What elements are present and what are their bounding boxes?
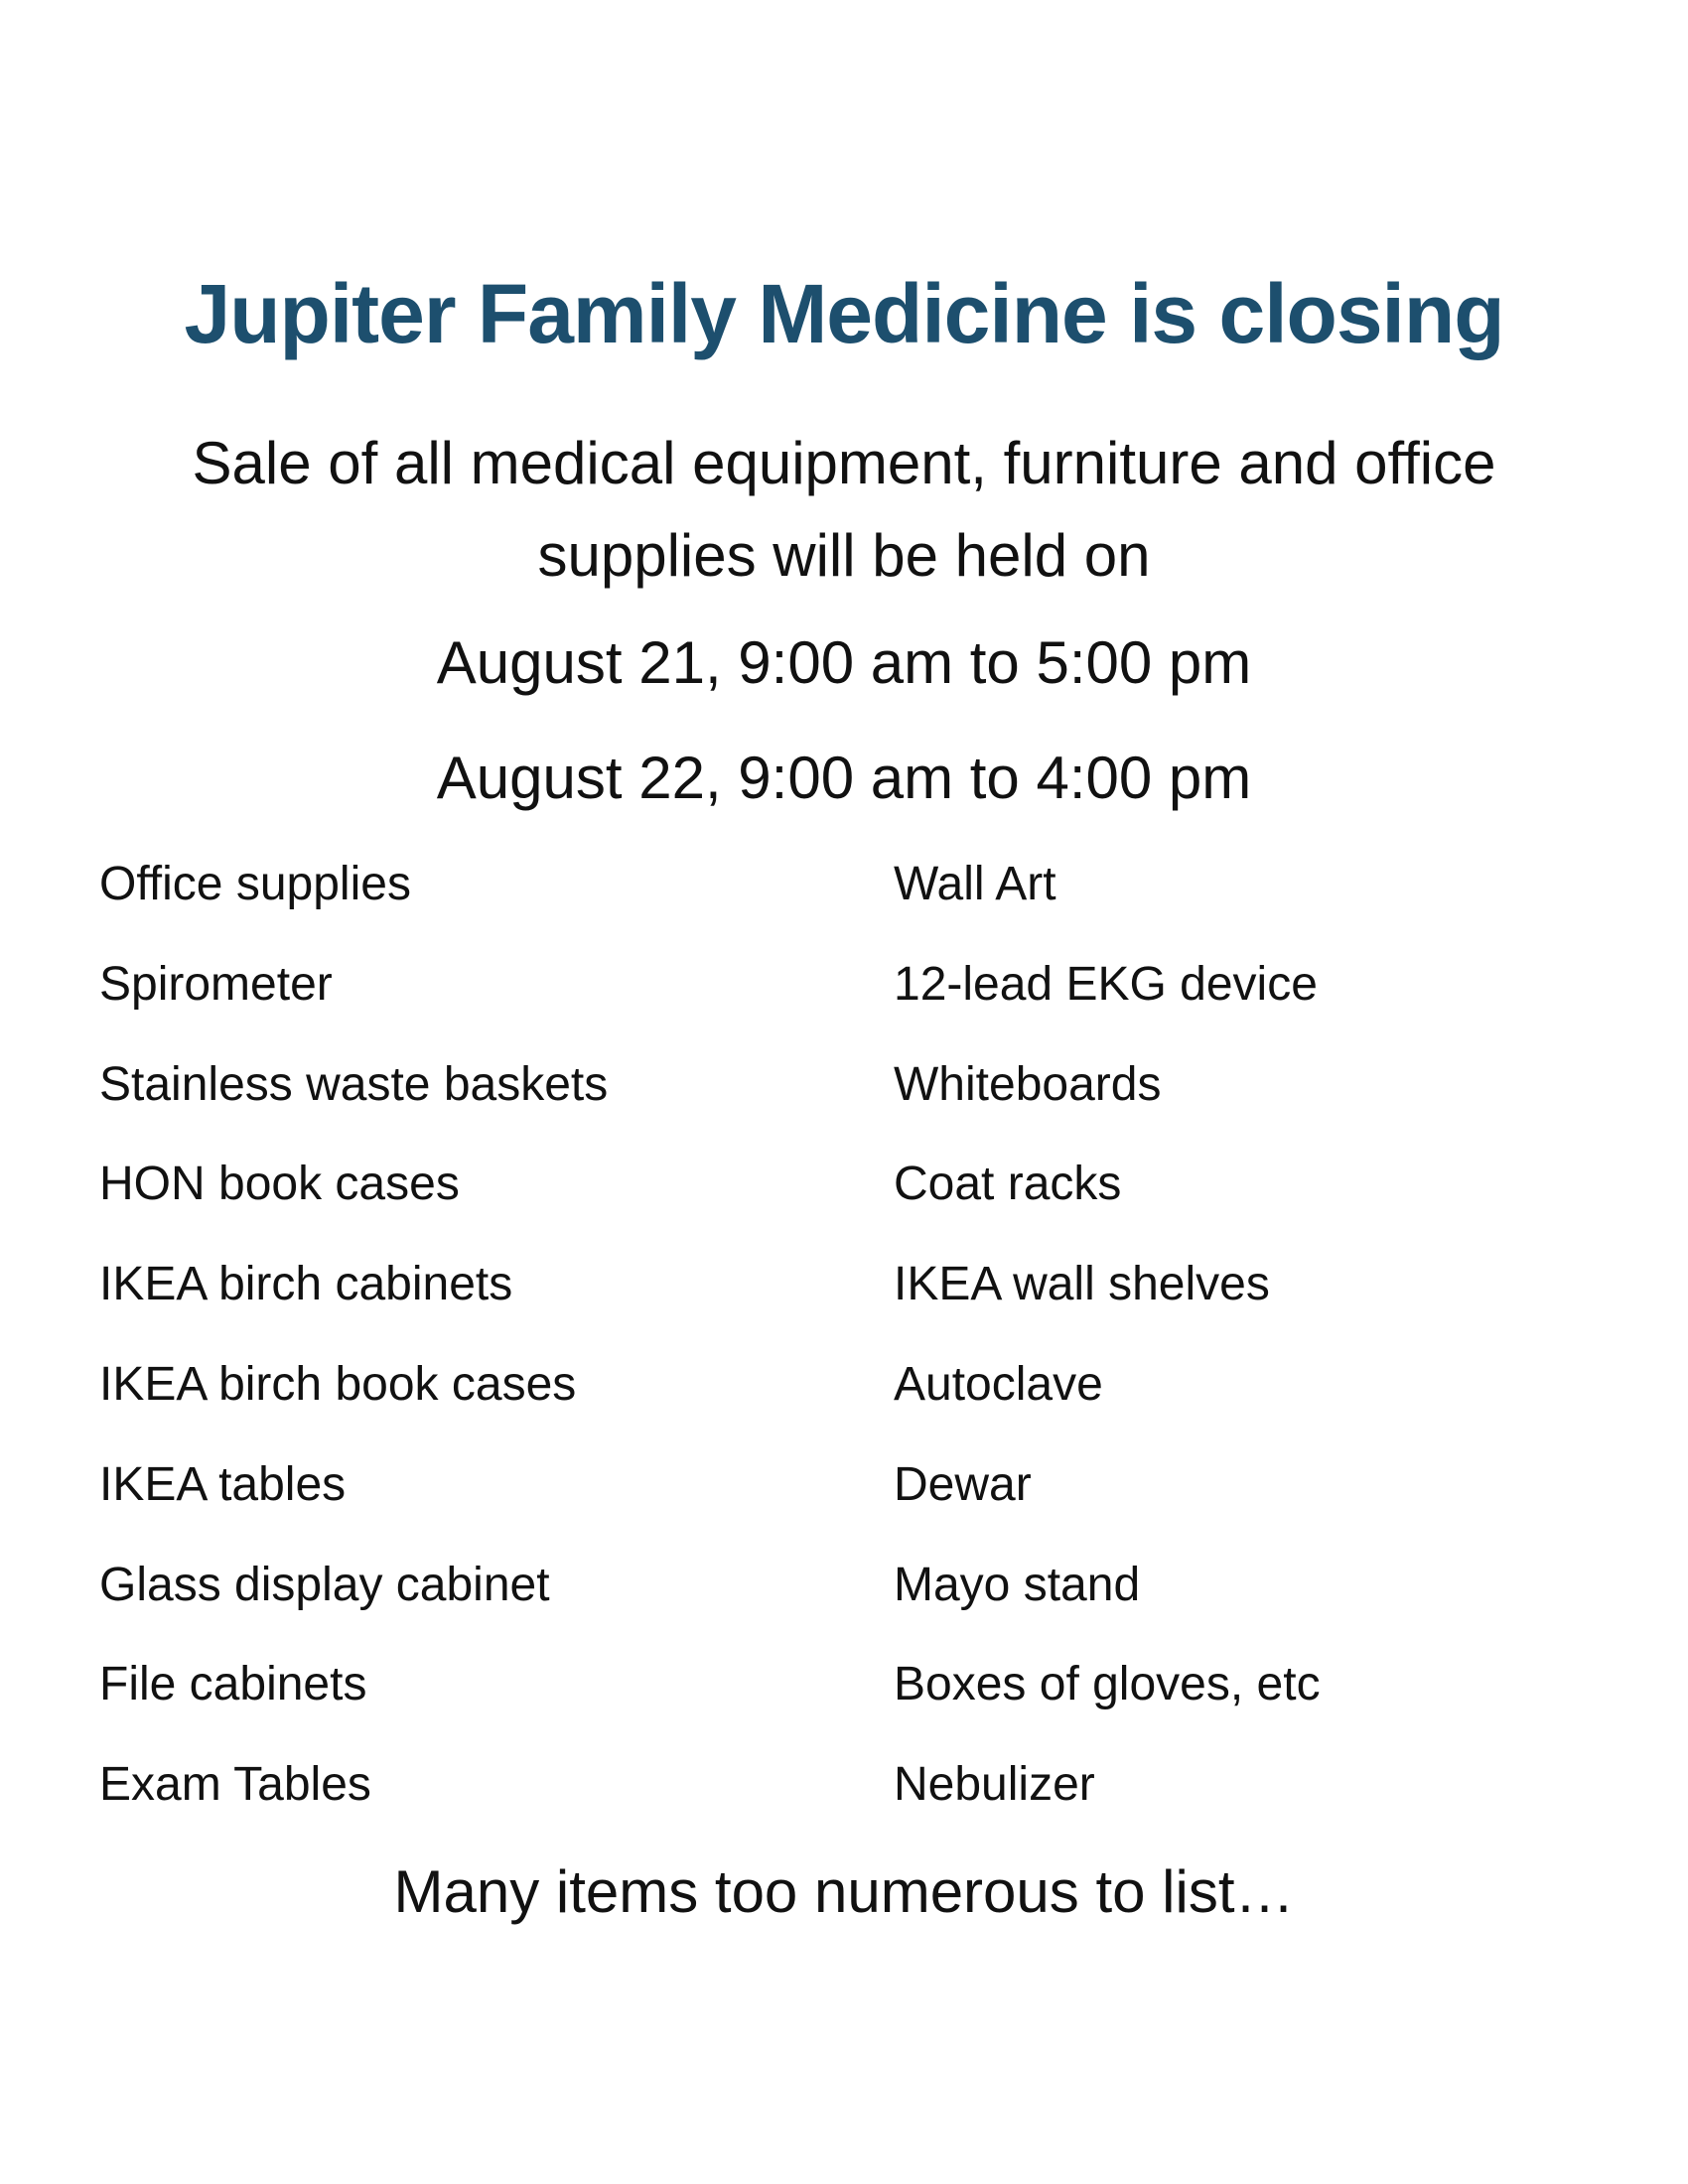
list-item: Dewar — [894, 1457, 1032, 1511]
list-item: HON book cases — [99, 1158, 460, 1211]
list-item: Exam Tables — [99, 1758, 371, 1812]
list-item: Coat racks — [894, 1158, 1122, 1211]
list-item: IKEA tables — [99, 1457, 347, 1511]
list-item: IKEA birch book cases — [99, 1357, 577, 1411]
list-item: Autoclave — [894, 1357, 1103, 1411]
list-item: File cabinets — [99, 1658, 367, 1711]
sale-date-1: August 21, 9:00 am to 5:00 pm — [436, 629, 1252, 696]
sale-description: Sale of all medical equipment, furniture and office supplies will be held on — [192, 430, 1496, 589]
list-item: Nebulizer — [894, 1758, 1095, 1812]
sale-items-list — [99, 856, 1589, 1856]
list-item: Boxes of gloves, etc — [894, 1658, 1321, 1711]
list-item: IKEA birch cabinets — [99, 1258, 513, 1311]
list-item: Whiteboards — [894, 1057, 1162, 1111]
list-item: Wall Art — [894, 858, 1056, 910]
list-item: Glass display cabinet — [99, 1558, 550, 1611]
page-title: Jupiter Family Medicine is closing — [184, 267, 1504, 360]
footer-note: Many items too numerous to list… — [393, 1858, 1295, 1925]
list-item: 12-lead EKG device — [894, 957, 1318, 1011]
list-item: Stainless waste baskets — [99, 1057, 609, 1111]
list-item: IKEA wall shelves — [894, 1258, 1270, 1311]
list-item: Mayo stand — [894, 1558, 1141, 1611]
list-item: Office supplies — [99, 858, 411, 910]
sale-date-2: August 22, 9:00 am to 4:00 pm — [436, 745, 1252, 811]
list-item: Spirometer — [99, 957, 333, 1011]
